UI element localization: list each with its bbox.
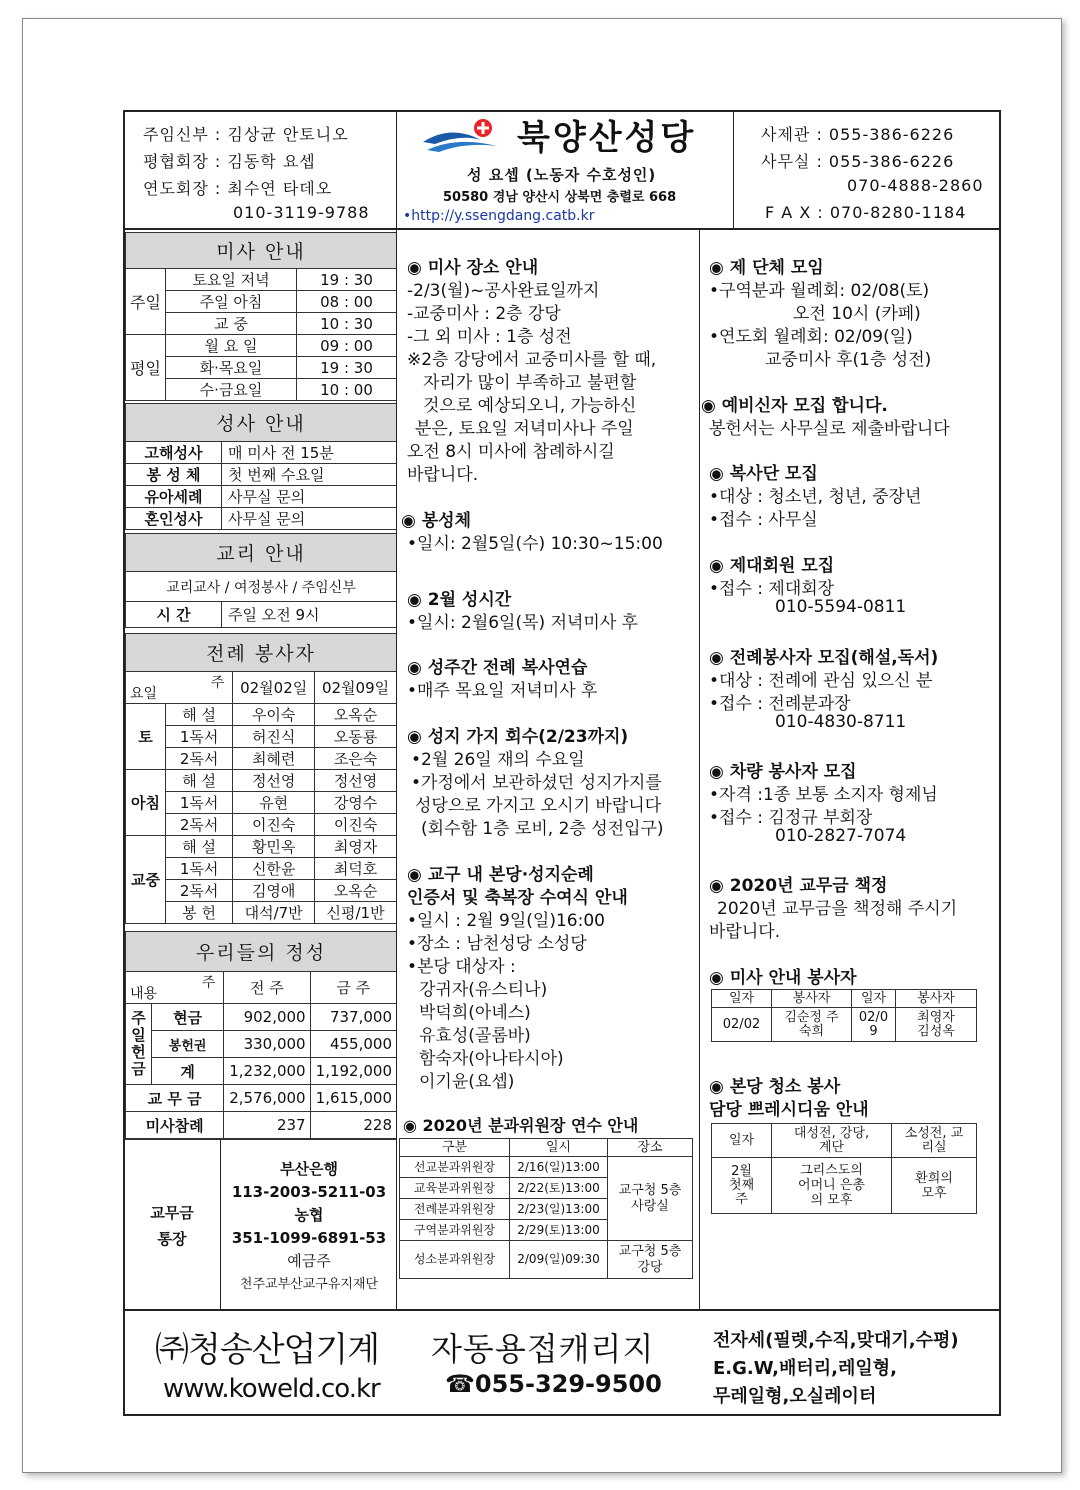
line: •접수 : 사무실 <box>709 510 818 530</box>
cell: 교구청 5층 사랑실 <box>608 1157 693 1241</box>
company-website[interactable]: www.koweld.co.kr <box>163 1374 380 1404</box>
header-left-1: 평협회장 : 김동학 요셉 <box>143 152 316 171</box>
line: 010-5594-0811 <box>775 597 907 617</box>
line: ◉ 성지 가지 회수(2/23까지) <box>407 727 629 747</box>
header-right-2: 070-4888-2860 <box>847 176 984 195</box>
cell: 소성전, 교리실 <box>892 1124 977 1158</box>
line: ◉ 미사 장소 안내 <box>407 258 539 278</box>
cell: 228 <box>310 1112 396 1139</box>
cell: 이진숙 <box>315 814 397 836</box>
liturgy-title: 전례 봉사자 <box>126 634 397 672</box>
cell: 02/09 <box>852 1008 896 1042</box>
cell: 2독서 <box>166 748 233 770</box>
training-table <box>399 1138 693 1279</box>
cell: 최영자 <box>315 836 397 858</box>
line: 바랍니다. <box>709 922 781 942</box>
sacrament-title: 성사 안내 <box>126 404 397 442</box>
bank-line: 부산은행 <box>280 1160 338 1178</box>
cell: 최덕호 <box>315 858 397 880</box>
cell: 고해성사 <box>126 442 222 464</box>
cell: 1독서 <box>166 792 233 814</box>
footer-desc: 무레일형,오실레이터 <box>713 1386 877 1407</box>
cell: 10 : 00 <box>297 379 397 401</box>
cell: 330,000 <box>224 1031 310 1058</box>
cell: 주일 아침 <box>166 291 297 313</box>
cell: 이진숙 <box>233 814 315 836</box>
line: 분은, 토요일 저녁미사나 주일 <box>415 419 634 439</box>
cell: 2독서 <box>166 814 233 836</box>
line: ◉ 차량 봉사자 모집 <box>709 762 857 782</box>
cell: 성소분과위원장 <box>400 1241 510 1279</box>
cell: 최혜련 <box>233 748 315 770</box>
line: •2월 26일 재의 수요일 <box>411 750 585 770</box>
line: •일시 : 2월 9일(일)16:00 <box>407 911 605 931</box>
cell: 미사참례 <box>126 1112 224 1139</box>
cell: 1독서 <box>166 858 233 880</box>
line: 인증서 및 축복장 수여식 안내 <box>407 888 628 908</box>
line: ◉ 예비신자 모집 합니다. <box>701 396 888 416</box>
line: •대상 : 전례에 관심 있으신 분 <box>709 671 933 691</box>
cell: 일자 <box>712 1124 772 1158</box>
cell: 신한윤 <box>233 858 315 880</box>
cell: 02월09일 <box>315 672 397 704</box>
cell: 19 : 30 <box>297 357 397 379</box>
cell: 김영애 <box>233 880 315 902</box>
line: •일시: 2월6일(목) 저녁미사 후 <box>407 613 639 633</box>
company-phone: ☎055-329-9500 <box>445 1370 662 1398</box>
liturgy-table <box>125 633 397 924</box>
cell: 10 : 30 <box>297 313 397 335</box>
cell: 2월 첫째주 <box>712 1158 772 1214</box>
cell: 오옥순 <box>315 704 397 726</box>
line: •접수 : 전례분과장 <box>709 694 851 714</box>
cell: 봉사자 <box>772 990 852 1008</box>
cell: 구역분과위원장 <box>400 1220 510 1241</box>
line: 010-4830-8711 <box>775 712 907 732</box>
company-name: ㈜청송산업기계 <box>155 1330 380 1370</box>
bank-line: 천주교부산교구유지재단 <box>239 1277 379 1292</box>
cell: 교구청 5층강당 <box>608 1241 693 1279</box>
cell: 대석/7반 <box>233 902 315 924</box>
line: 유효성(골롬바) <box>419 1026 531 1046</box>
line: 오전 10시 (카페) <box>793 304 921 324</box>
corner-bottom: 요일 <box>130 686 158 702</box>
cell: 혼인성사 <box>126 508 222 530</box>
cell: 일자 <box>712 990 772 1008</box>
cell: 08 : 00 <box>297 291 397 313</box>
cell: 구분 <box>400 1139 510 1157</box>
cell: 교 중 <box>166 313 297 335</box>
cell: 봉 성 체 <box>126 464 222 486</box>
cell: 1,192,000 <box>310 1058 396 1085</box>
cell: 황민옥 <box>233 836 315 858</box>
servers-table <box>711 989 977 1042</box>
cell: 신평/1반 <box>315 902 397 924</box>
cell: 737,000 <box>310 1004 396 1031</box>
cell: 그리스도의 어머니 은총의 모후 <box>772 1158 892 1214</box>
header-right-1: 사무실 : 055-386-6226 <box>761 152 955 171</box>
cell: 주일 오전 9시 <box>222 602 397 628</box>
line: •매주 목요일 저녁미사 후 <box>407 681 598 701</box>
group-label: 평일 <box>126 335 166 401</box>
corner-cell <box>126 972 224 1004</box>
bank-line: 농협 <box>294 1206 324 1224</box>
line: •본당 대상자 : <box>407 957 516 977</box>
cell: 1,615,000 <box>310 1085 396 1112</box>
divider <box>733 112 734 228</box>
cell: 해 설 <box>166 704 233 726</box>
corner-top: 주 <box>210 675 225 691</box>
line: 오전 8시 미사에 참례하시길 <box>407 442 615 462</box>
line: 자리가 많이 부족하고 불편할 <box>423 373 637 393</box>
divider <box>699 228 700 1309</box>
cell: 수·금요일 <box>166 379 297 401</box>
cell: 봉헌권 <box>152 1031 224 1058</box>
cell: 강영수 <box>315 792 397 814</box>
cell: 교 무 금 <box>126 1085 224 1112</box>
header-right-0: 사제관 : 055-386-6226 <box>761 125 955 144</box>
cell: 토요일 저녁 <box>166 269 297 291</box>
cell: 1,232,000 <box>224 1058 310 1085</box>
group-label: 주일헌금 <box>126 1004 152 1085</box>
cell: 02/02 <box>712 1008 772 1042</box>
cell: 첫 번째 수요일 <box>222 464 397 486</box>
divider <box>125 228 999 230</box>
cell: 1독서 <box>166 726 233 748</box>
line: •대상 : 청소년, 청년, 중장년 <box>709 487 922 507</box>
cell: 금 주 <box>310 972 396 1004</box>
cell: 봉 헌 <box>166 902 233 924</box>
line: •연도회 월례회: 02/09(일) <box>709 327 913 347</box>
cell: 19 : 30 <box>297 269 397 291</box>
line: 2020년 교무금을 책정해 주시기 <box>717 899 958 919</box>
divider <box>396 228 397 1309</box>
cell: 월 요 일 <box>166 335 297 357</box>
sacrament-table <box>125 403 397 530</box>
cell: 2/29(토)13:00 <box>510 1220 608 1241</box>
cell: 김순정 주숙희 <box>772 1008 852 1042</box>
bank-label: 교무금 통장 <box>150 1204 194 1248</box>
line: ◉ 전례봉사자 모집(해설,독서) <box>709 648 939 668</box>
divider <box>125 1309 999 1311</box>
line: •장소 : 남천성당 소성당 <box>407 934 587 954</box>
bank-line: 예금주 <box>287 1252 331 1270</box>
cell: 일시 <box>510 1139 608 1157</box>
cell: 계 <box>152 1058 224 1085</box>
line: ◉ 본당 청소 봉사 <box>709 1077 841 1097</box>
group-label: 아침 <box>126 770 166 836</box>
line: ◉ 성주간 전례 복사연습 <box>407 658 588 678</box>
cell: 봉사자 <box>896 990 977 1008</box>
line: 담당 쁘레시디움 안내 <box>709 1100 869 1120</box>
line: 010-2827-7074 <box>775 826 907 846</box>
line: ◉ 봉성체 <box>401 511 472 531</box>
cell: 오동룡 <box>315 726 397 748</box>
line: •접수 : 김정규 부회장 <box>709 808 873 828</box>
cell: 해 설 <box>166 836 233 858</box>
header-left-0: 주임신부 : 김상균 안토니오 <box>143 125 349 144</box>
line: ◉ 미사 안내 봉사자 <box>709 968 857 988</box>
cell: 매 미사 전 15분 <box>222 442 397 464</box>
line: •구역분과 월례회: 02/08(토) <box>709 281 930 301</box>
line: ◉ 복사단 모집 <box>709 464 818 484</box>
cell: 2/09(일)09:30 <box>510 1241 608 1279</box>
cell: 선교분과위원장 <box>400 1157 510 1178</box>
cell: 교리교사 / 여정봉사 / 주임신부 <box>126 572 397 602</box>
line: ◉ 교구 내 본당·성지순례 <box>407 865 594 885</box>
header-right-3: F A X : 070-8280-1184 <box>765 203 967 222</box>
line: •접수 : 제대회장 <box>709 579 835 599</box>
cell: 시 간 <box>126 602 222 628</box>
bulletin-frame <box>123 110 1001 1416</box>
cell: 해 설 <box>166 770 233 792</box>
line: 함숙자(아나타시아) <box>419 1049 564 1069</box>
cell: 정선영 <box>233 770 315 792</box>
cell: 09 : 00 <box>297 335 397 357</box>
line: 성당으로 가지고 오시기 바랍니다 <box>415 796 662 816</box>
product-name: 자동용접캐리지 <box>431 1330 655 1368</box>
line: ◉ 2020년 분과위원장 연수 안내 <box>403 1116 639 1135</box>
address: 50580 경남 양산시 상북면 충렬로 668 <box>443 190 677 205</box>
mass-table <box>125 232 397 401</box>
line: ◉ 제대회원 모집 <box>709 556 835 576</box>
cell: 사무실 문의 <box>222 486 397 508</box>
footer-desc: E.G.W,배터리,레일형, <box>713 1358 897 1379</box>
cell: 902,000 <box>224 1004 310 1031</box>
website-link[interactable]: •http://y.ssengdang.catb.kr <box>403 208 595 224</box>
line: •가정에서 보관하셨던 성지가지를 <box>411 773 662 793</box>
cell: 허진식 <box>233 726 315 748</box>
logo-icon <box>421 118 511 162</box>
cell: 장소 <box>608 1139 693 1157</box>
line: -교중미사 : 2층 강당 <box>407 304 561 324</box>
line: 강귀자(유스티나) <box>419 980 548 1000</box>
cell: 2독서 <box>166 880 233 902</box>
group-label: 토 <box>126 704 166 770</box>
cell: 현금 <box>152 1004 224 1031</box>
group-label: 주일 <box>126 269 166 335</box>
cell: 일자 <box>852 990 896 1008</box>
line: ※2층 강당에서 교중미사를 할 때, <box>407 350 657 370</box>
cell: 교육분과위원장 <box>400 1178 510 1199</box>
footer-desc: 전자세(필렛,수직,맞대기,수평) <box>713 1330 959 1351</box>
cell: 조은숙 <box>315 748 397 770</box>
cell: 우이숙 <box>233 704 315 726</box>
line: 박덕희(아녜스) <box>419 1003 531 1023</box>
line: 봉헌서는 사무실로 제출바랍니다 <box>709 419 950 439</box>
cell: 전 주 <box>224 972 310 1004</box>
line: (회수함 1층 로비, 2층 성전입구) <box>421 819 664 839</box>
bank-line: 113-2003-5211-03 <box>231 1183 387 1201</box>
line: -그 외 미사 : 1층 성전 <box>407 327 572 347</box>
cell: 최영자 김성옥 <box>896 1008 977 1042</box>
cell: 02월02일 <box>233 672 315 704</box>
corner-cell <box>126 672 233 704</box>
cell: 2/23(일)13:00 <box>510 1199 608 1220</box>
header-left-2: 연도회장 : 최수연 타데오 <box>143 179 333 198</box>
corner-bottom: 내용 <box>130 986 158 1002</box>
corner-top: 주 <box>201 975 216 991</box>
cell: 전례분과위원장 <box>400 1199 510 1220</box>
bank-box <box>125 1139 397 1309</box>
line: ◉ 2020년 교무금 책정 <box>709 876 888 896</box>
line: 바랍니다. <box>407 465 479 485</box>
document-page <box>22 18 1062 1473</box>
line: ◉ 2월 성시간 <box>407 590 512 610</box>
patron: 성 요셉 (노동자 수호성인) <box>467 166 657 184</box>
line: •일시: 2월5일(수) 10:30~15:00 <box>407 534 663 554</box>
cell: 유현 <box>233 792 315 814</box>
line: 교중미사 후(1층 성전) <box>765 350 932 370</box>
bank-lines <box>221 1158 397 1296</box>
offering-table <box>125 931 397 1139</box>
cell: 237 <box>224 1112 310 1139</box>
cell: 2/22(토)13:00 <box>510 1178 608 1199</box>
header-left-3: 010-3119-9788 <box>233 203 370 222</box>
cell: 정선영 <box>315 770 397 792</box>
divider <box>396 112 397 228</box>
cell: 유아세례 <box>126 486 222 508</box>
cell: 2/16(일)13:00 <box>510 1157 608 1178</box>
cell: 455,000 <box>310 1031 396 1058</box>
line: -2/3(월)~공사완료일까지 <box>407 281 600 301</box>
mass-title: 미사 안내 <box>126 233 397 269</box>
cell: 오옥순 <box>315 880 397 902</box>
offering-title: 우리들의 정성 <box>126 932 397 972</box>
line: •자격 :1종 보통 소지자 형제님 <box>709 785 938 805</box>
cell: 대성전, 강당, 계단 <box>772 1124 892 1158</box>
line: ◉ 제 단체 모임 <box>709 258 824 278</box>
line: 이기윤(요셉) <box>419 1072 515 1092</box>
line: 것으로 예상되오니, 가능하신 <box>423 396 637 416</box>
cell: 사무실 문의 <box>222 508 397 530</box>
catechism-title: 교리 안내 <box>126 534 397 572</box>
catechism-table <box>125 533 397 628</box>
cell: 화·목요일 <box>166 357 297 379</box>
bank-line: 351-1099-6891-53 <box>231 1229 387 1247</box>
group-label: 교중 <box>126 836 166 924</box>
cleaning-table <box>711 1123 977 1214</box>
church-title: 북양산성당 <box>517 118 697 158</box>
cell: 환희의 모후 <box>892 1158 977 1214</box>
cell: 2,576,000 <box>224 1085 310 1112</box>
